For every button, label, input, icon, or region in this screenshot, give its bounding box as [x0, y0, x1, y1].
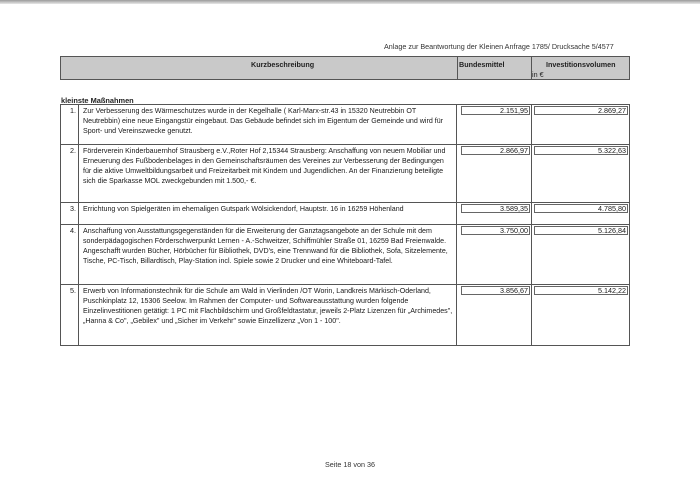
row-number: 5. [61, 285, 79, 345]
row-federal: 3.589,35 [500, 204, 528, 213]
row-description: Anschaffung von Ausstattungsgegenständen für die Erweiterung der Ganztagsangebote an der Schule mit dem sonderpädagogischen Förderschwerpunkt Lernen - A.-Schweitzer, Schiffmühler Straße 01, 16259 Bad Freienwalde. Angeschafft wurden Bücher, Hörbücher für Bibliothek, DVD's, eine Trennwand für die Bibliothek, Sofa, Sitzelemente, Tische, PC-Tisch, Billardtisch, Play-Station incl. Spiele sowie 2 Drucker und eine Whiteboard-Tafel. [80, 225, 457, 284]
measures-table [60, 104, 630, 346]
table-row [61, 225, 629, 285]
row-number: 2. [61, 145, 79, 202]
row-federal: 2.151,95 [500, 106, 528, 115]
section-title: kleinste Maßnahmen [61, 96, 134, 105]
row-investment: 2.869,27 [531, 105, 629, 144]
investment-cell-box [534, 204, 628, 213]
table-row [61, 285, 629, 345]
row-description: Zur Verbesserung des Wärmeschutzes wurde in der Kegelhalle ( Karl-Marx-str.43 in 15320 Neutrebbin OT Neutrebbin) eine neue Eingangstür eingebaut. Das Gebäude befindet sich im Eigentum der Gemeinde und wird für Sport- und Vereinszwecke genutzt. [80, 105, 457, 144]
column-description: Kurzbeschreibung [251, 60, 315, 69]
row-description: Förderverein Kinderbauernhof Strausberg e.V.,Roter Hof 2,15344 Strausberg: Anschaffung von neuem Mobiliar und Erneuerung des Fußbodenbelages in den Gemeinschaftsräumen des Vereines zur Verbesserung der Bedingungen für die aktive Umweltbildungsarbeit und Freizeitarbeit mit Kindern und Jugendlichen. An der Finanzierung beteiligte sich die Sparkasse MOL zweckgebunden mit 1.500,- €. [80, 145, 457, 202]
row-description: Errichtung von Spielgeräten im ehemaligen Gutspark Wölsickendorf, Hauptstr. 16 in 16259 Höhenland [80, 203, 457, 224]
investment-cell-box [534, 286, 628, 295]
row-investment: 5.126,84 [531, 225, 629, 284]
row-number: 3. [61, 203, 79, 224]
scan-edge [0, 0, 700, 4]
table-row [61, 105, 629, 145]
header-note: Anlage zur Beantwortung der Kleinen Anfrage 1785/ Drucksache 5/4577 [384, 42, 614, 51]
row-description: Erwerb von Informationstechnik für die Schule am Wald in Vierlinden /OT Worin, Landkreis Märkisch-Oderland, Puschkinplatz 12, 15306 Seelow. Im Rahmen der Computer- und Softwareausstattung wurden folgende Einzelinvestitionen getätigt: 1 PC mit Flachbildschirm und Großfeldtastatur, jeweils 2-Platz Lizenzen für „Archimedes", „Hanna & Co", „Gebilex" und „Sicher im Verkehr" sowie Einzellizenz „Von 1 - 100". [80, 285, 457, 345]
investment-cell-box [534, 226, 628, 235]
row-number: 4. [61, 225, 79, 284]
row-investment: 5.322,63 [531, 145, 629, 202]
page-footer: Seite 18 von 36 [325, 460, 375, 469]
table-row [61, 145, 629, 203]
investment-cell-box [534, 106, 628, 115]
column-investment: Investitionsvolumen [546, 60, 616, 69]
column-divider [457, 57, 458, 79]
row-investment: 4.785,80 [531, 203, 629, 224]
row-federal: 3.750,00 [500, 226, 528, 235]
table-header [60, 56, 630, 80]
table-row [61, 203, 629, 225]
row-federal: 2.866,97 [500, 146, 528, 155]
investment-cell-box [534, 146, 628, 155]
column-federal: Bundesmittel [459, 60, 505, 69]
column-investment-unit: in € [532, 70, 544, 79]
row-investment: 5.142,22 [531, 285, 629, 345]
row-federal: 3.856,67 [500, 286, 528, 295]
row-number: 1. [61, 105, 79, 144]
